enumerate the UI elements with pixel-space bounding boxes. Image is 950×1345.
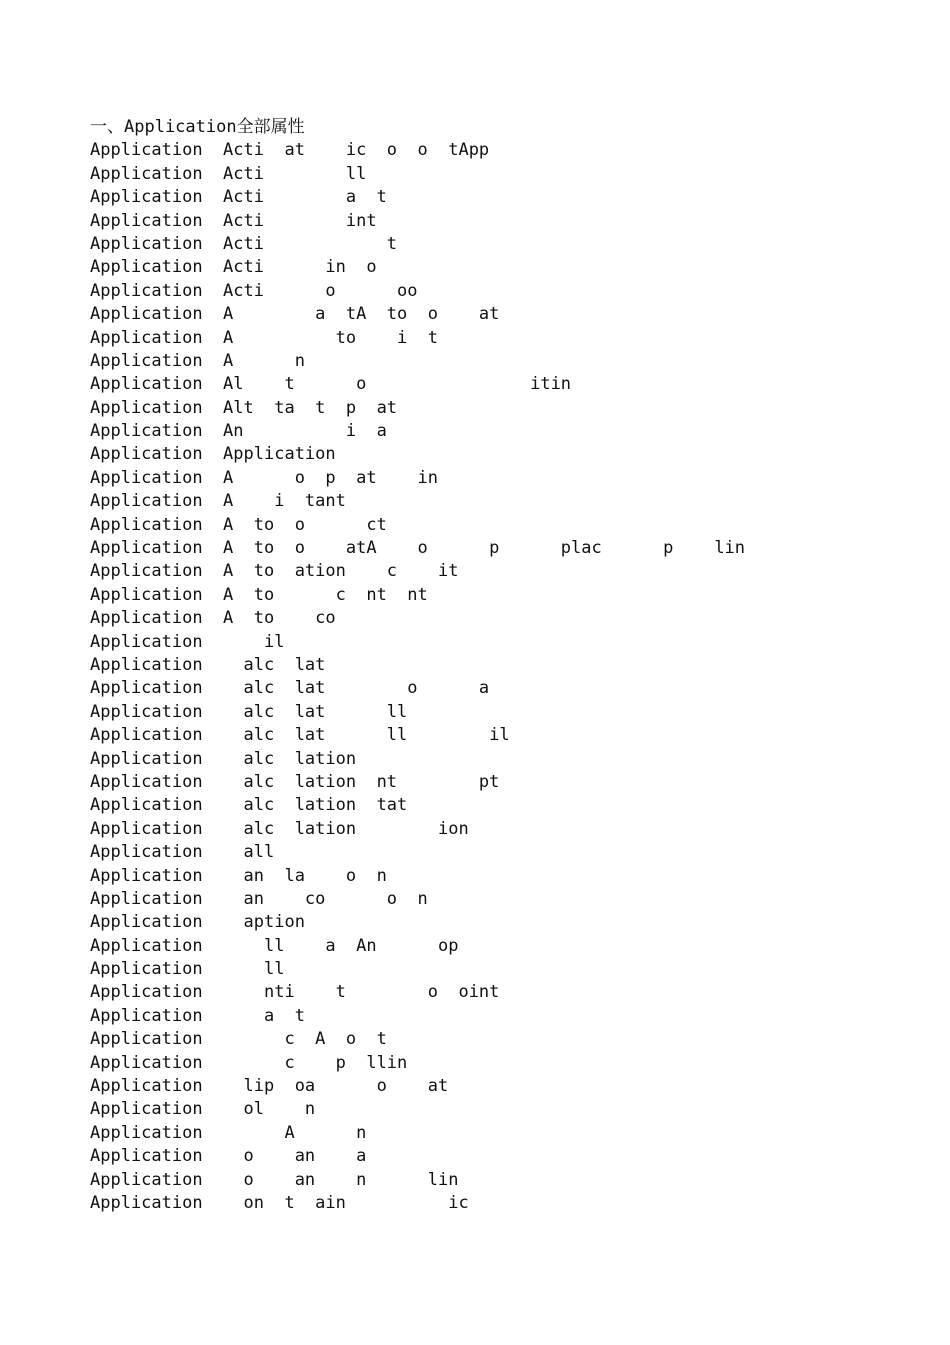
property-line: Application aption: [90, 912, 305, 933]
property-line: Application alc lation tat: [90, 795, 408, 816]
property-line: Application alc lat ll: [90, 701, 408, 722]
property-line: Application a t: [90, 1005, 305, 1026]
property-line: Application A to c nt nt: [90, 584, 428, 605]
property-line: Application c p llin: [90, 1052, 408, 1073]
property-line: Application alc lat: [90, 654, 326, 675]
property-line: Application A a tA to o at: [90, 304, 500, 325]
section-heading: 一、Application全部属性: [90, 117, 305, 137]
property-line: Application An i a: [90, 421, 387, 442]
property-line: Application alc lation: [90, 748, 357, 769]
document-content: [90, 116, 910, 1215]
property-line: Application Al t o itin: [90, 374, 572, 395]
property-list: [90, 139, 910, 1215]
property-line: Application ol n: [90, 1099, 316, 1120]
property-line: Application A to o atA o p plac p lin: [90, 538, 746, 559]
property-line: Application A n: [90, 1122, 367, 1143]
property-line: Application A i tant: [90, 491, 346, 512]
property-line: Application Application: [90, 444, 336, 465]
property-line: Application Acti in o: [90, 257, 377, 278]
property-line: Application o an a: [90, 1146, 367, 1167]
property-line: Application il: [90, 631, 285, 652]
property-line: Application an la o n: [90, 865, 387, 886]
property-line: Application A to i t: [90, 327, 438, 348]
property-line: Application o an n lin: [90, 1169, 459, 1190]
property-line: Application A to ation c it: [90, 561, 459, 582]
property-line: Application all: [90, 842, 275, 863]
property-line: Application A o p at in: [90, 467, 438, 488]
property-line: Application Acti a t: [90, 187, 387, 208]
property-line: Application ll: [90, 959, 285, 980]
property-line: Application alc lation nt pt: [90, 771, 500, 792]
property-line: Application alc lat o a: [90, 678, 490, 699]
property-line: Application Acti t: [90, 233, 398, 254]
property-line: Application alc lation ion: [90, 818, 469, 839]
property-line: Application Acti at ic o o tApp: [90, 140, 490, 161]
property-line: Application Acti o oo: [90, 280, 418, 301]
property-line: Application Acti ll: [90, 163, 367, 184]
property-line: Application Alt ta t p at: [90, 397, 398, 418]
property-line: Application nti t o oint: [90, 982, 500, 1003]
property-line: Application ll a An op: [90, 935, 459, 956]
property-line: Application alc lat ll il: [90, 725, 510, 746]
property-line: Application A n: [90, 350, 305, 371]
property-line: Application c A o t: [90, 1029, 387, 1050]
property-line: Application an co o n: [90, 888, 428, 909]
property-line: Application on t ain ic: [90, 1192, 469, 1213]
property-line: Application A to co: [90, 608, 336, 629]
property-line: Application A to o ct: [90, 514, 387, 535]
property-line: Application lip oa o at: [90, 1076, 449, 1097]
property-line: Application Acti int: [90, 210, 377, 231]
